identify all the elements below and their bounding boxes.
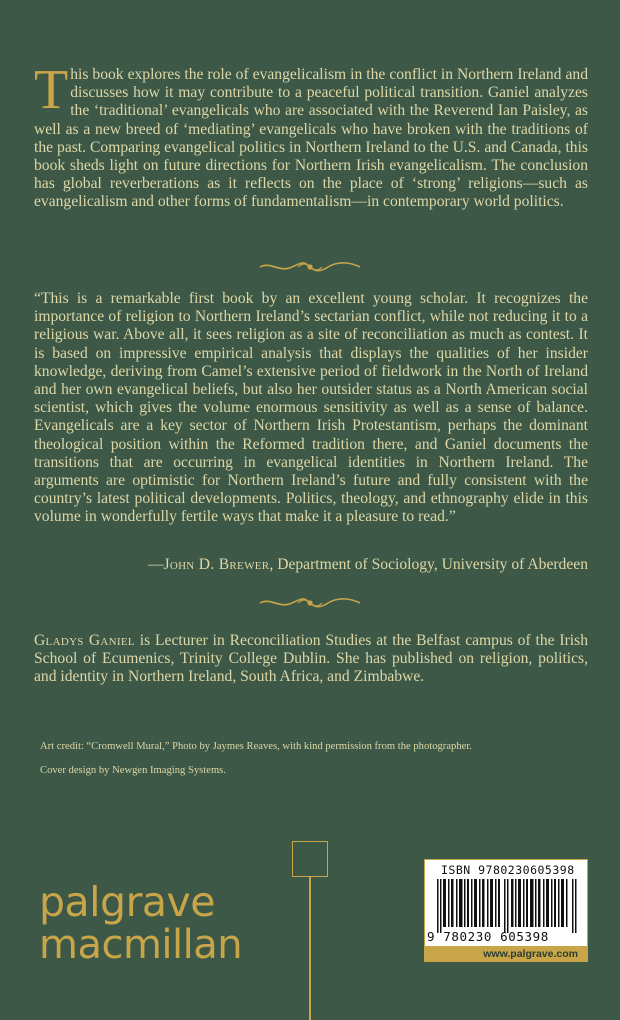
author-name: Gladys Ganiel — [34, 632, 135, 649]
attribution-dash: — — [147, 556, 164, 573]
description-text: his book explores the role of evangelicalism in the conflict in Northern Ireland and discusses how it may contribute to a peaceful political transition. Ganiel analyzes the ‘traditional’ evangelicals who are associated with the Reverend Ian Paisley, as well as a new breed of ‘mediating’ evangelicals who have broken with the traditions of the past. Comparing evangelical politics in Northern Ireland to the U.S. and Canada, this book sheds light on future directions for Northern Irish evangelicalism. The conclusion has global reverberations as it reflects on the place of ‘strong’ religions—such as evangelicalism and other forms of fundamentalism—in contemporary world politics. — [34, 66, 588, 211]
isbn-label: ISBN 9780230605398 — [441, 863, 575, 877]
author-bio — [34, 632, 588, 687]
art-credit: Art credit: “Cromwell Mural,” Photo by Jaymes Reaves, with kind permission from the photographer. — [40, 741, 472, 752]
book-description — [34, 59, 588, 212]
publisher-logo-line2: macmillan — [39, 922, 243, 968]
bio-text: is Lecturer in Reconciliation Studies at the Belfast campus of the Irish School of Ecumenics, Trinity College Dublin. She has published on religion, politics, and identity in Northern Ireland, South Africa, and Zimbabwe. — [34, 632, 588, 686]
publisher-logo-line1: palgrave — [39, 878, 216, 926]
flourish-ornament-icon — [258, 260, 362, 274]
emblem-line — [309, 877, 311, 1020]
endorsement-attribution — [148, 556, 588, 574]
publisher-emblem-icon — [292, 841, 328, 877]
endorser-name: John D. Brewer — [163, 556, 270, 573]
design-credit: Cover design by Newgen Imaging Systems. — [40, 765, 226, 776]
endorser-affiliation: , Department of Sociology, University of Aberdeen — [269, 556, 588, 573]
publisher-url: www.palgrave.com — [424, 946, 588, 962]
drop-cap: T — [34, 59, 69, 121]
barcode-bars-icon — [437, 879, 577, 933]
flourish-ornament-icon — [258, 596, 362, 610]
endorsement-quote: “This is a remarkable first book by an excellent young scholar. It recognizes the importance of religion to Northern Ireland’s sectarian conflict, while not reducing it to a religious war. Above all, it sees religion as a site of reconciliation as much as contest. It is based on impressive empirical analysis that displays the qualities of her insider knowledge, deriving from Camel’s extensive period of fieldwork in the North of Ireland and her own evangelical beliefs, but also her outsider status as a North American social scientist, which gives the volume enormous sensitivity as well as a sense of balance. Evangelicals are a key sector of Northern Irish Protestantism, perhaps the dominant theological position within the Reformed tradition there, and Ganiel documents the transitions that are occurring in evangelical identities in Northern Ireland. The arguments are optimistic for Northern Ireland’s future and fully consistent with the country’s latest political developments. Politics, theology, and ethnography elide in this volume in wonderfully fertile ways that make it a pleasure to read.” — [34, 290, 588, 526]
isbn-barcode — [424, 859, 588, 962]
barcode-digits: 9 780230 605398 — [427, 929, 549, 944]
